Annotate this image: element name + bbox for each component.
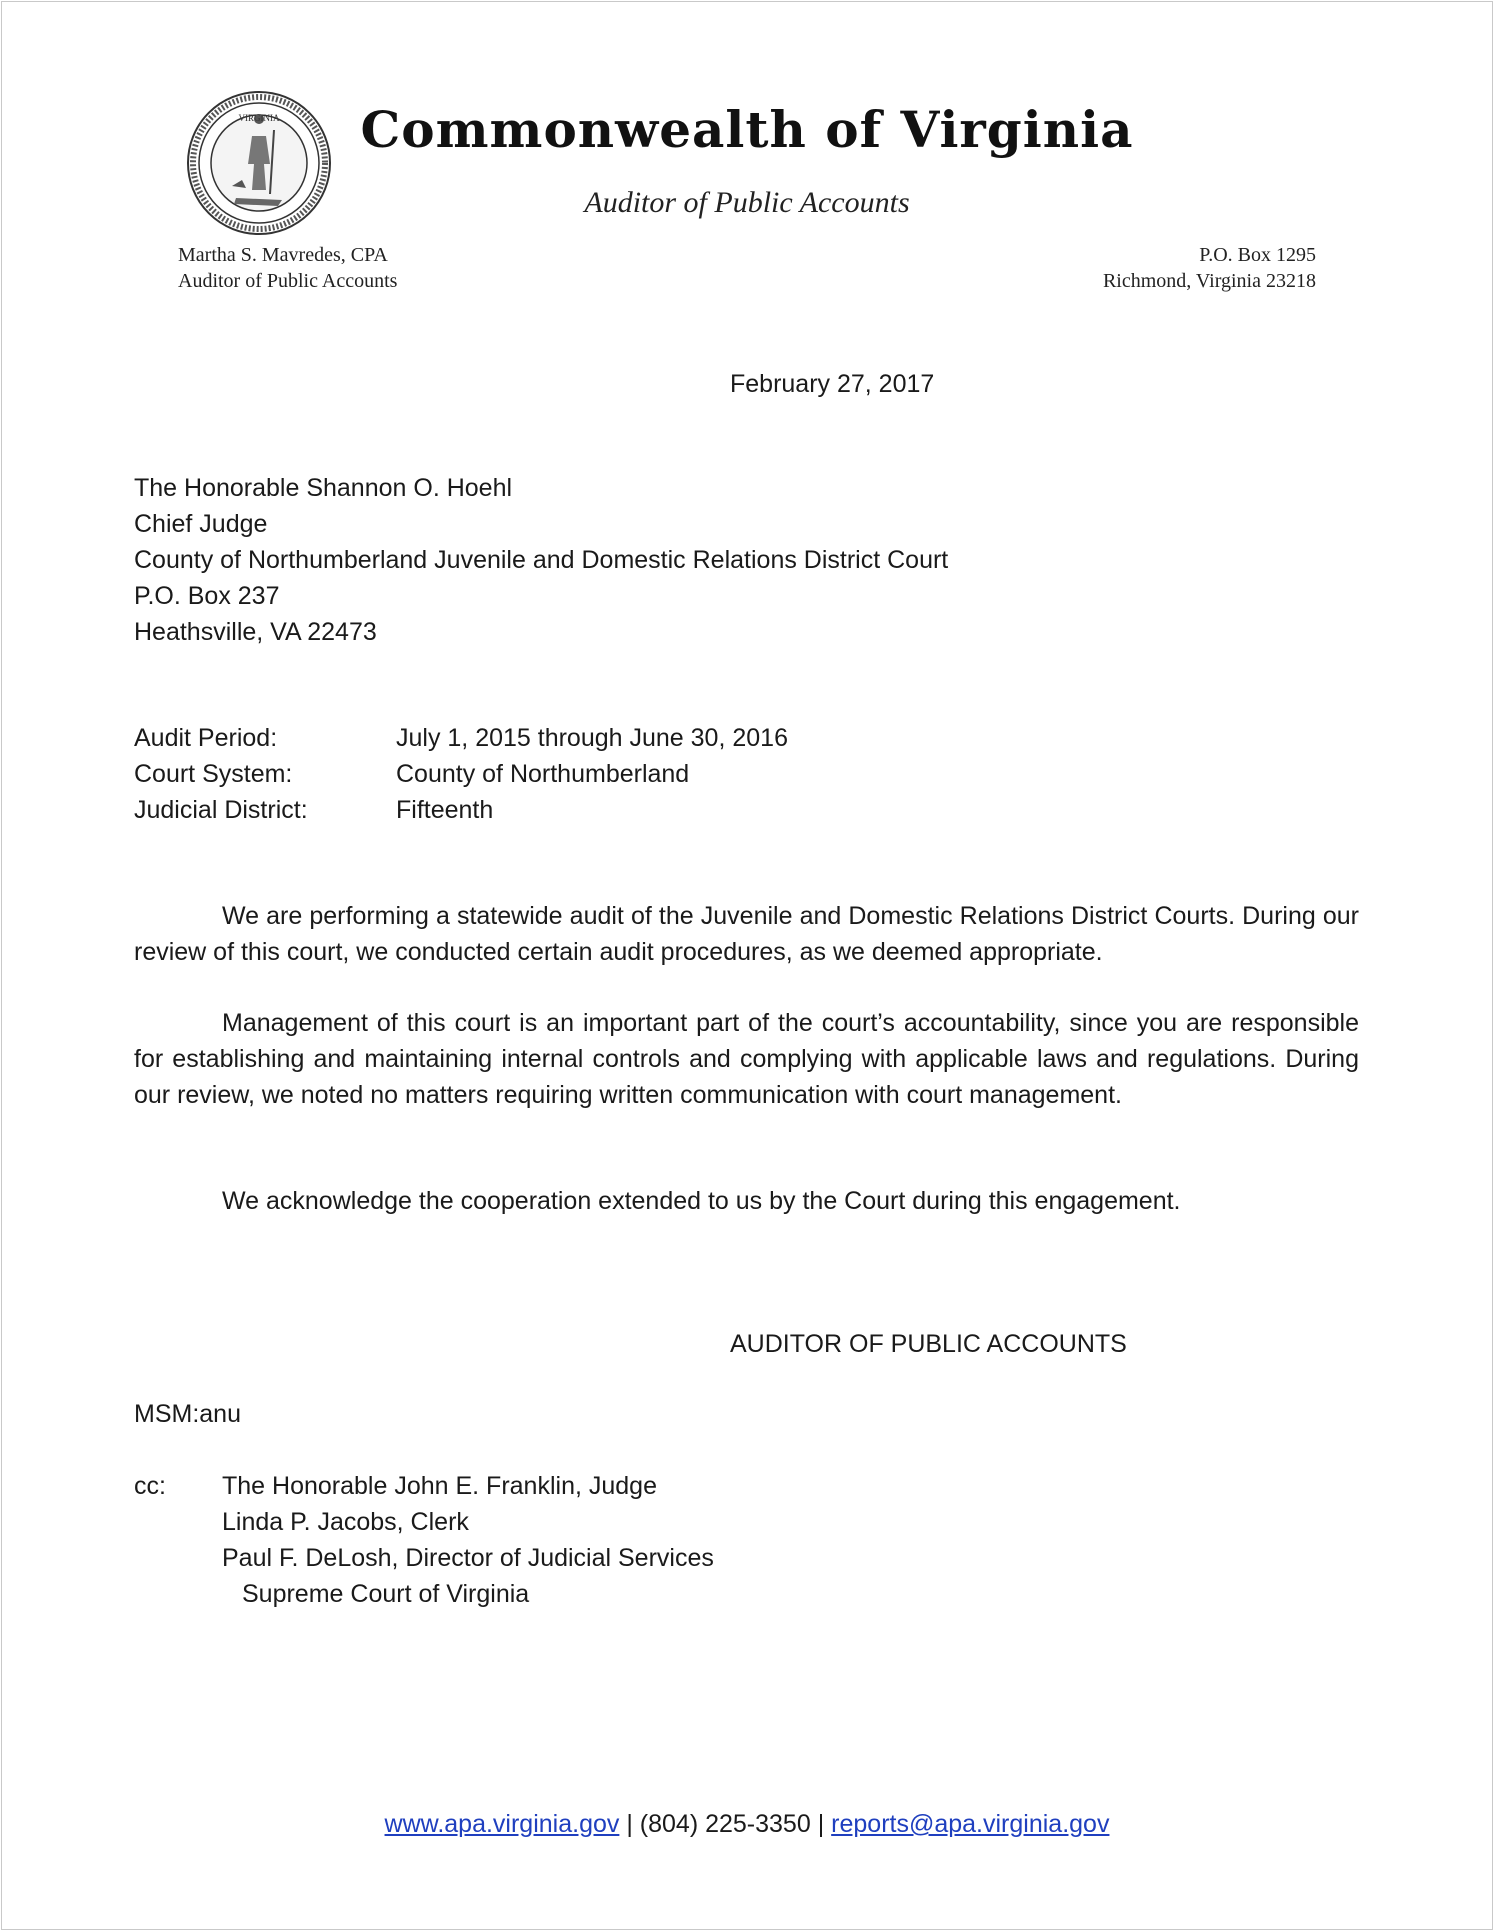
reference-initials: MSM:anu xyxy=(134,1400,241,1428)
letterhead-address-block xyxy=(1103,242,1316,294)
auditor-name: Martha S. Mavredes, CPA xyxy=(178,244,388,266)
detail-row xyxy=(134,720,1359,756)
cc-row xyxy=(134,1468,1359,1504)
cc-row xyxy=(134,1504,1359,1540)
cc-label: cc: xyxy=(134,1472,166,1500)
letter-date: February 27, 2017 xyxy=(730,370,935,398)
website-link[interactable]: www.apa.virginia.gov xyxy=(384,1810,620,1838)
seal-lettering: VIRGINIA xyxy=(238,113,280,123)
detail-value: County of Northumberland xyxy=(396,760,690,788)
recipient-address xyxy=(134,470,1359,650)
detail-row xyxy=(134,756,1359,792)
recipient-line: County of Northumberland Juvenile and Domestic Relations District Court xyxy=(134,546,949,574)
cc-recipient: Linda P. Jacobs, Clerk xyxy=(222,1508,469,1536)
footer-separator: | xyxy=(626,1810,633,1838)
detail-value: July 1, 2015 through June 30, 2016 xyxy=(396,724,788,752)
letterhead-subtitle: Auditor of Public Accounts xyxy=(584,186,910,219)
recipient-line: Chief Judge xyxy=(134,510,268,538)
recipient-line: The Honorable Shannon O. Hoehl xyxy=(134,474,513,502)
detail-label: Judicial District: xyxy=(134,796,308,824)
signature-block: AUDITOR OF PUBLIC ACCOUNTS xyxy=(730,1330,1127,1358)
letterhead-title: Commonwealth of Virginia xyxy=(360,100,1134,159)
body-paragraph: We are performing a statewide audit of the Juvenile and Domestic Relations District Courts. During our review of this court, we conducted certain audit procedures, as we deemed appropriate. xyxy=(134,902,1359,966)
office-po-box: P.O. Box 1295 xyxy=(1199,244,1316,266)
footer-separator: | xyxy=(817,1810,825,1838)
recipient-line: Heathsville, VA 22473 xyxy=(134,618,377,646)
footer-phone: (804) 225-3350 xyxy=(639,1810,811,1838)
letterhead-auditor-block xyxy=(178,242,397,294)
auditor-title: Auditor of Public Accounts xyxy=(178,270,398,292)
audit-details xyxy=(134,720,1359,828)
cc-recipient: Supreme Court of Virginia xyxy=(242,1580,530,1608)
body-paragraph: Management of this court is an important part of the court’s accountability, since you are responsible for establishing and maintaining internal controls and complying with applicable laws and regulations. During our review, we noted no matters requiring written communication with court management. xyxy=(134,1009,1359,1109)
detail-label: Audit Period: xyxy=(134,724,278,752)
cc-list xyxy=(134,1468,1359,1612)
footer-contact xyxy=(0,1806,1494,1842)
email-link[interactable]: reports@apa.virginia.gov xyxy=(831,1810,1110,1838)
recipient-line: P.O. Box 237 xyxy=(134,582,280,610)
cc-recipient: Paul F. DeLosh, Director of Judicial Services xyxy=(222,1544,714,1572)
body-paragraph: We acknowledge the cooperation extended to us by the Court during this engagement. xyxy=(222,1187,1181,1215)
detail-row xyxy=(134,792,1359,828)
detail-value: Fifteenth xyxy=(396,796,494,824)
cc-row xyxy=(134,1540,1359,1576)
office-city: Richmond, Virginia 23218 xyxy=(1102,270,1316,292)
cc-recipient: The Honorable John E. Franklin, Judge xyxy=(222,1472,657,1500)
detail-label: Court System: xyxy=(134,760,293,788)
